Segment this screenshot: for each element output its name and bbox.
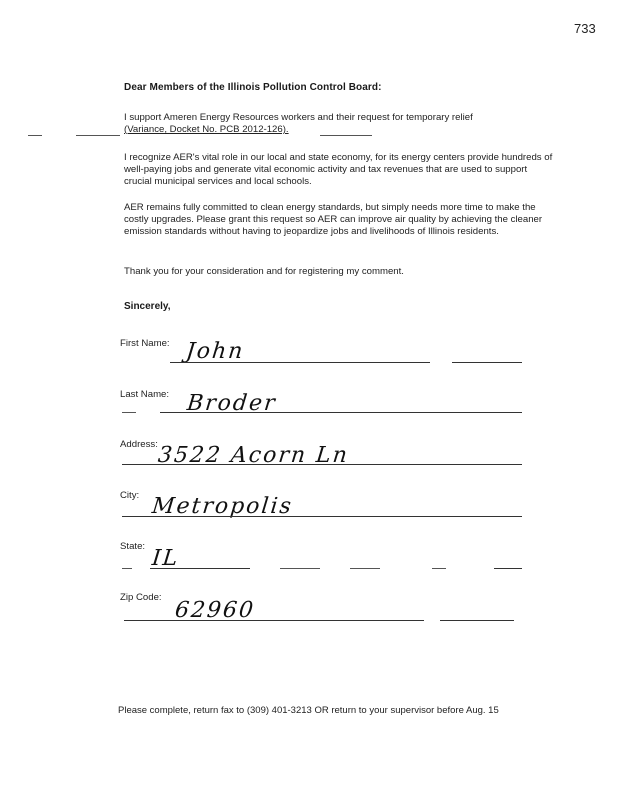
city-value[interactable]: Metropolis xyxy=(150,494,295,519)
zip-code-label: Zip Code: xyxy=(120,592,162,603)
state-label: State: xyxy=(120,541,146,552)
zip-code-value[interactable]: 62960 xyxy=(173,598,257,623)
state-line-segment xyxy=(280,568,320,569)
city-line xyxy=(122,516,522,517)
paragraph-thanks: Thank you for your consideration and for registering my comment. xyxy=(124,266,404,277)
paragraph-standards: AER remains fully committed to clean energy standards, but simply needs more time to make the costly upgrades. Please grant this request so AER can improve air quality by achieving the cleaner emission standards without having to jeopardize jobs and livelihoods of Illinois residents. xyxy=(124,202,543,237)
footer-instructions: Please complete, return fax to (309) 401-3213 OR return to your supervisor before Aug. 15 xyxy=(118,705,499,716)
first-name-label: First Name: xyxy=(120,338,170,349)
city-label: City: xyxy=(120,490,140,501)
state-value[interactable]: IL xyxy=(150,546,181,571)
closing: Sincerely, xyxy=(124,301,171,312)
last-name-line xyxy=(160,412,522,413)
docket-underline xyxy=(320,135,372,136)
margin-dash xyxy=(122,568,132,569)
zip-code-line xyxy=(124,620,424,621)
first-name-line-extra xyxy=(452,362,522,363)
last-name-label: Last Name: xyxy=(120,389,170,400)
salutation: Dear Members of the Illinois Pollution Control Board: xyxy=(124,82,382,93)
address-line xyxy=(122,464,522,465)
state-line-segment xyxy=(432,568,446,569)
margin-dash xyxy=(76,135,120,136)
paragraph-economy: I recognize AER's vital role in our local and state economy, for its energy centers provide hundreds of well-paying jobs and generate vital economic activity and tax revenues that are used to support crucial municipal services and local schools. xyxy=(124,152,553,187)
support-text: I support Ameren Energy Resources workers and their request for temporary relief xyxy=(124,112,473,123)
state-line xyxy=(150,568,250,569)
first-name-line xyxy=(170,362,430,363)
zip-code-line-extra xyxy=(440,620,514,621)
margin-dash xyxy=(28,135,42,136)
first-name-value[interactable]: John xyxy=(184,339,246,364)
page-number: 733 xyxy=(574,21,596,36)
state-line-segment xyxy=(494,568,522,569)
last-name-value[interactable]: Broder xyxy=(185,391,278,416)
state-line-segment xyxy=(350,568,380,569)
address-label: Address: xyxy=(120,439,158,450)
docket-reference: (Variance, Docket No. PCB 2012-126). xyxy=(124,124,289,135)
paragraph-support xyxy=(124,112,554,136)
address-value[interactable]: 3522 Acorn Ln xyxy=(156,443,351,468)
margin-dash xyxy=(122,412,136,413)
